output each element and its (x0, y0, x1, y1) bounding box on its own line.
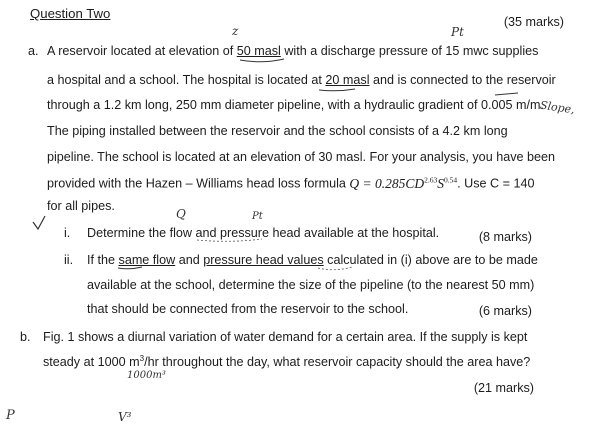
text-run: /hr throughout the day, what reservoir capacity should the area have? (144, 355, 531, 370)
part-b-line-1: Fig. 1 shows a diurnal variation of water demand for a certain area. If the supply is kept (43, 330, 528, 344)
text-run: and (175, 253, 204, 267)
text-run: through a 1.2 km long, 250 mm diameter pipeline, with a hydraulic gradient of 0.005 (47, 98, 517, 112)
handwritten-pt-small: Pt (252, 211, 263, 222)
text-run: A reservoir located at elevation of (47, 44, 237, 58)
hazen-williams-formula (349, 176, 457, 191)
part-b-label: b. (20, 330, 31, 344)
part-a-line-4: The piping installed between the reservoir and the school consists of a 4.2 km long (47, 124, 508, 138)
pen-underline-hospital (319, 89, 355, 91)
formula-main: Q = 0.285CD (349, 175, 425, 191)
text-run: calculated in (i) above are to be made (323, 253, 538, 267)
total-marks: (35 marks) (503, 15, 564, 29)
text-run: and is connected to the reservoir (369, 73, 556, 87)
handwritten-z: z (232, 24, 239, 38)
text-run: . Use C = 140 (457, 176, 535, 191)
part-a-line-5: pipeline. The school is located at an elevation of 30 masl. For your analysis, you have been (47, 150, 556, 164)
text-run: If the (87, 253, 119, 267)
text-run: with a discharge pressure of 15 mwc supplies (280, 44, 539, 58)
text-run: a hospital and a school. The hospital is located at (47, 73, 326, 87)
part-a-line-7: for all pipes. (47, 199, 115, 213)
hospital-elevation: 20 masl (325, 73, 370, 87)
pen-overline-unit (495, 93, 518, 95)
pen-underline-same-flow (118, 267, 142, 269)
part-b-marks: (21 marks) (473, 381, 534, 395)
sub-i-marks: (8 marks) (478, 230, 532, 244)
handwritten-corner-p: P (6, 408, 15, 423)
formula-exponent-s: 0.54 (444, 175, 458, 184)
superscript-3: 3 (139, 354, 145, 363)
part-a-line-3 (47, 98, 544, 112)
part-a-line-2 (47, 73, 556, 87)
handwritten-1000m3: 1000m³ (127, 370, 166, 381)
handwritten-q: Q (176, 207, 186, 221)
sub-ii-line-1 (87, 253, 538, 267)
pen-underline-values (318, 267, 352, 270)
text-run: provided with the Hazen – Williams head loss formula (47, 176, 350, 191)
pressure-head-underlined: pressure head values (203, 253, 324, 267)
check-mark-icon (33, 216, 45, 229)
sub-ii-marks: (6 marks) (478, 304, 532, 318)
sub-ii-line-3: that should be connected from the reservoir to the school. (87, 302, 409, 316)
part-b-line-2 (43, 354, 530, 369)
part-a-line-1 (47, 44, 538, 58)
pen-underline-elevation (240, 59, 284, 62)
formula-s: S (437, 175, 445, 191)
sub-ii-number: ii. (64, 253, 74, 267)
part-a-label: a. (28, 44, 39, 58)
same-flow-underlined: same flow (118, 253, 176, 267)
sub-i-number: i. (64, 226, 71, 240)
part-a-line-6 (47, 175, 535, 192)
question-title: Question Two (30, 6, 111, 21)
sub-ii-line-2: available at the school, determine the size of the pipeline (to the nearest 50 mm) (87, 278, 535, 292)
reservoir-elevation: 50 masl (236, 44, 281, 58)
handwritten-pt: Pt (451, 25, 464, 39)
sub-i-text: Determine the flow and pressure head available at the hospital. (87, 226, 440, 240)
text-run: steady at 1000 m (43, 355, 140, 370)
handwritten-slope: Slope, (539, 98, 576, 117)
handwritten-corner-v: V³ (118, 410, 132, 424)
formula-exponent-d: 2.63 (424, 175, 438, 184)
gradient-unit: m/m. (516, 98, 545, 112)
